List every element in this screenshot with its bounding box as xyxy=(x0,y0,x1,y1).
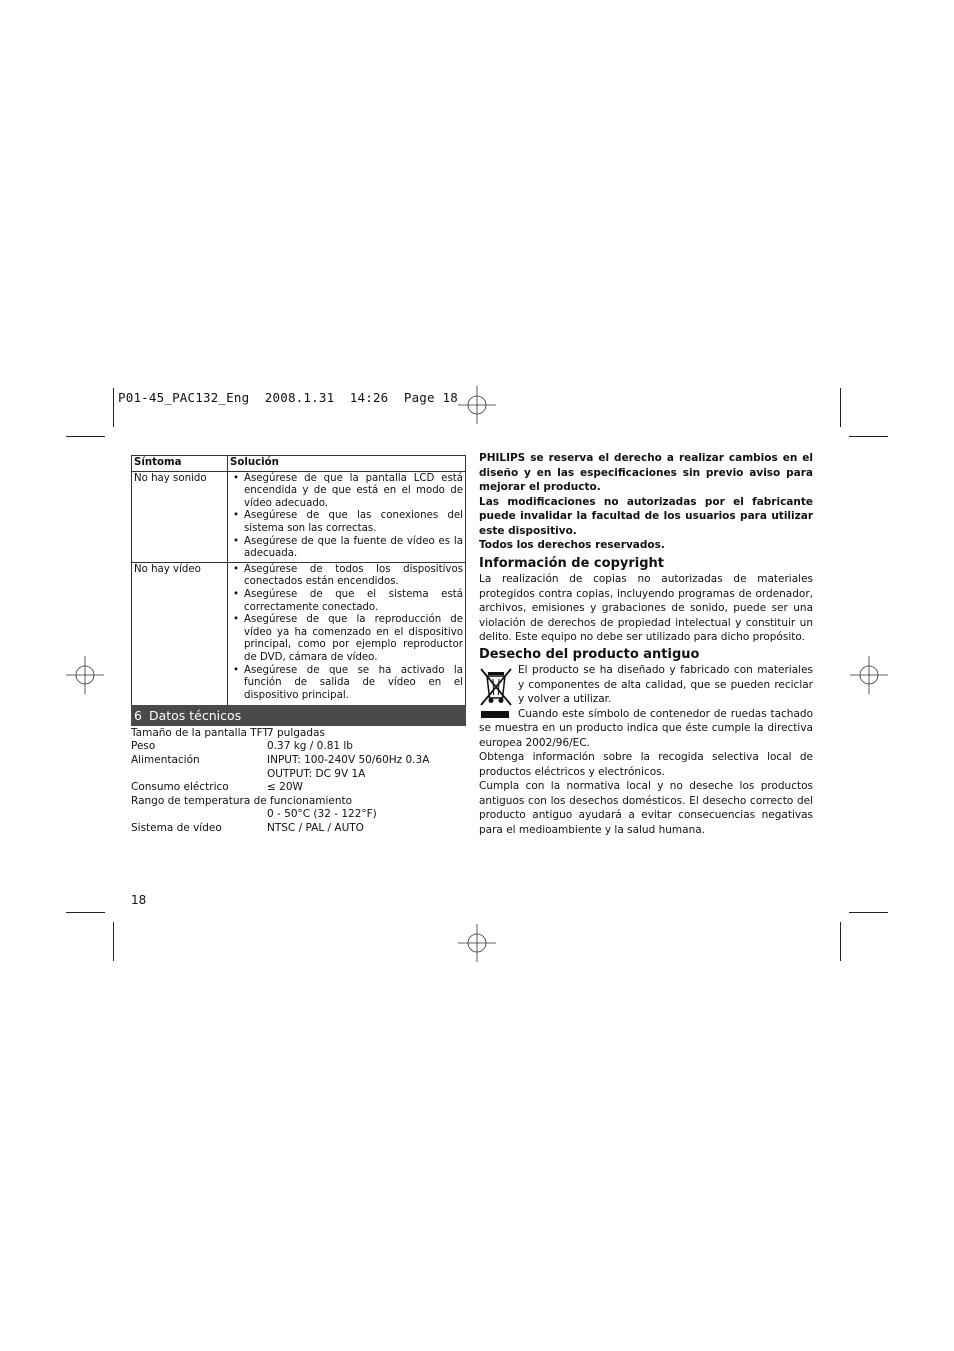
registration-mark-icon xyxy=(458,924,496,962)
crop-mark xyxy=(66,436,105,437)
solution-item: • Asegúrese de que la reproducción de vídeo ya ha comenzado en el dispositivo principal, como por ejemplo reproductor de DVD, cámara de vídeo. xyxy=(230,614,463,664)
notice-block xyxy=(479,451,813,553)
solution-item: • Asegúrese de que la fuente de vídeo es la adecuada. xyxy=(230,536,463,561)
crossed-wheelie-bin-icon xyxy=(479,667,513,711)
solution-cell xyxy=(228,562,466,707)
print-slug: P01-45_PAC132_Eng 2008.1.31 14:26 Page 18 xyxy=(118,390,458,405)
registration-mark-icon xyxy=(850,656,888,694)
symptom-cell: No hay vídeo xyxy=(132,562,228,707)
registration-mark-icon xyxy=(66,656,104,694)
crop-mark xyxy=(840,922,841,961)
table-row xyxy=(132,471,466,562)
crop-mark xyxy=(113,388,114,427)
copyright-block xyxy=(479,556,813,645)
solution-cell xyxy=(228,471,466,562)
crop-mark xyxy=(113,922,114,961)
section-heading xyxy=(131,705,466,726)
crop-mark xyxy=(66,912,105,913)
symptom-cell: No hay sonido xyxy=(132,471,228,562)
section-number: 6 xyxy=(134,708,142,723)
disposal-block xyxy=(479,647,813,837)
section-title: Datos técnicos xyxy=(148,708,242,723)
notice-text: se reserva el derecho a realizar cambios en el diseño y en las especificaciones sin previo aviso para mejorar el producto. xyxy=(479,452,813,493)
table-header-solution: Solución xyxy=(228,456,466,472)
table-row xyxy=(132,562,466,707)
disposal-text: Obtenga información sobre la recogida selectiva local de productos eléctricos y electrónicos. xyxy=(479,751,813,778)
troubleshooting-table xyxy=(131,455,466,707)
disposal-text: El producto se ha diseñado y fabricado con materiales y componentes de alta calidad, que se pueden reciclar y volver a utilizar. xyxy=(518,664,813,705)
table-header-symptom: Síntoma xyxy=(132,456,228,472)
disposal-text: Cuando este símbolo de contenedor de ruedas tachado se muestra en un producto indica que éste cumple la directiva europea 2002/96/EC. xyxy=(479,707,813,749)
disposal-text: Cumpla con la normativa local y no deseche los productos antiguos con los desechos domésticos. El desecho correcto del producto antiguo ayudará a evitar consecuencias negativas para el medioambiente y la salud humana. xyxy=(479,780,813,836)
solution-item: • Asegúrese de que la pantalla LCD está encendida y de que está en el modo de vídeo adecuado. xyxy=(230,473,463,511)
brand-name: PHILIPS xyxy=(479,452,526,464)
notice-text: Las modificaciones no autorizadas por el fabricante puede invalidar la facultad de los usuarios para utilizar este dispositivo. xyxy=(479,495,813,537)
copyright-text: La realización de copias no autorizadas de materiales protegidos contra copias, incluyendo programas de ordenador, archivos, emisiones y grabaciones de sonido, puede ser una violación de derechos de propiedad intelectual y constituir un delito. Este equipo no debe ser utilizado para dicho propósito. xyxy=(479,573,813,643)
disposal-heading: Desecho del producto antiguo xyxy=(479,647,700,662)
solution-item: • Asegúrese de que el sistema está correctamente conectado. xyxy=(230,589,463,614)
crop-mark xyxy=(849,436,888,437)
copyright-heading: Información de copyright xyxy=(479,556,664,571)
solution-item: • Asegúrese de que se ha activado la función de salida de vídeo en el dispositivo principal. xyxy=(230,665,463,703)
notice-text: Todos los derechos reservados. xyxy=(479,539,665,551)
registration-mark-icon xyxy=(458,386,496,424)
black-bar-icon xyxy=(481,711,509,718)
page-number: 18 xyxy=(131,893,147,907)
solution-item: • Asegúrese de que las conexiones del sistema son las correctas. xyxy=(230,510,463,535)
solution-item: • Asegúrese de todos los dispositivos conectados están encendidos. xyxy=(230,564,463,589)
crop-mark xyxy=(849,912,888,913)
crop-mark xyxy=(840,388,841,427)
